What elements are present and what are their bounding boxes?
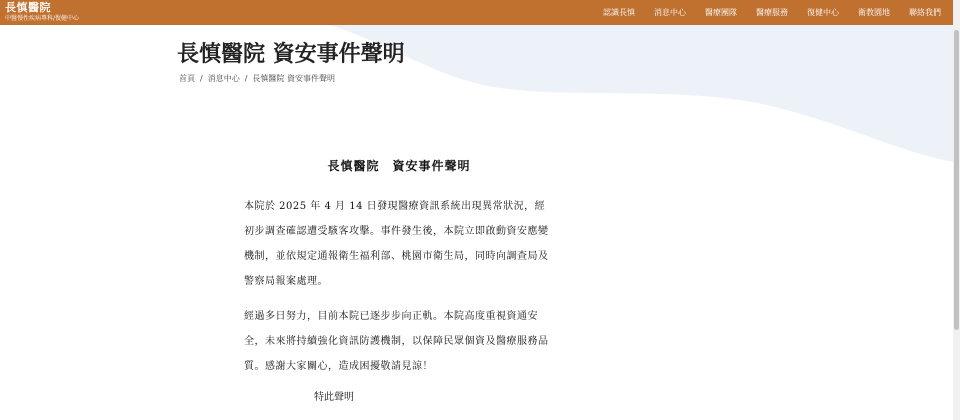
nav-item-news[interactable]: 消息中心 [654, 8, 686, 17]
breadcrumb-separator: / [200, 74, 203, 83]
statement-sign: 特此聲明 [314, 392, 354, 403]
nav-item-medical-services[interactable]: 醫療服務 [756, 8, 788, 17]
nav-item-rehab-center[interactable]: 復健中心 [807, 8, 839, 17]
scrollbar-thumb[interactable] [954, 30, 959, 330]
statement-document [244, 150, 554, 403]
statement-paragraph: 經過多日努力，目前本院已逐步步向正軌。本院高度重視資通安全，未來將持續強化資訊防護機制，以保障民眾個資及醫療服務品質。感謝大家關心，造成困擾敬請見諒！ [244, 311, 549, 372]
nav-item-contact[interactable]: 聯絡我們 [909, 8, 941, 17]
breadcrumb-current: 長慎醫院 資安事件聲明 [252, 74, 335, 83]
top-header [0, 0, 953, 25]
nav-item-medical-team[interactable]: 醫療團隊 [705, 8, 737, 17]
breadcrumb-home[interactable]: 首頁 [179, 74, 195, 83]
main-nav [584, 0, 941, 25]
brand-name: 長慎醫院 [5, 1, 51, 14]
brand-subtitle: 中醫慢性疾病專科/復健中心 [5, 15, 80, 22]
page-scrollbar[interactable] [953, 0, 960, 420]
brand-logo[interactable] [5, 2, 79, 23]
breadcrumb-news[interactable]: 消息中心 [207, 74, 240, 83]
nav-item-health-education[interactable]: 衛教園地 [858, 8, 890, 17]
page-title: 長慎醫院 資安事件聲明 [177, 42, 405, 67]
statement-title: 長慎醫院 資安事件聲明 [327, 159, 471, 173]
nav-item-about[interactable]: 認識長慎 [603, 8, 635, 17]
breadcrumb-separator: / [244, 74, 248, 83]
breadcrumb [179, 73, 335, 84]
statement-paragraph: 本院於 2025 年 4 月 14 日發現醫療資訊系統出現異常狀況，經初步調查確認遭受駭客攻擊。事件發生後，本院立即啟動資安應變機制，並依規定通報衛生福利部、桃園市衛生局，同時向調查局及警察局報案處理。 [244, 201, 549, 287]
